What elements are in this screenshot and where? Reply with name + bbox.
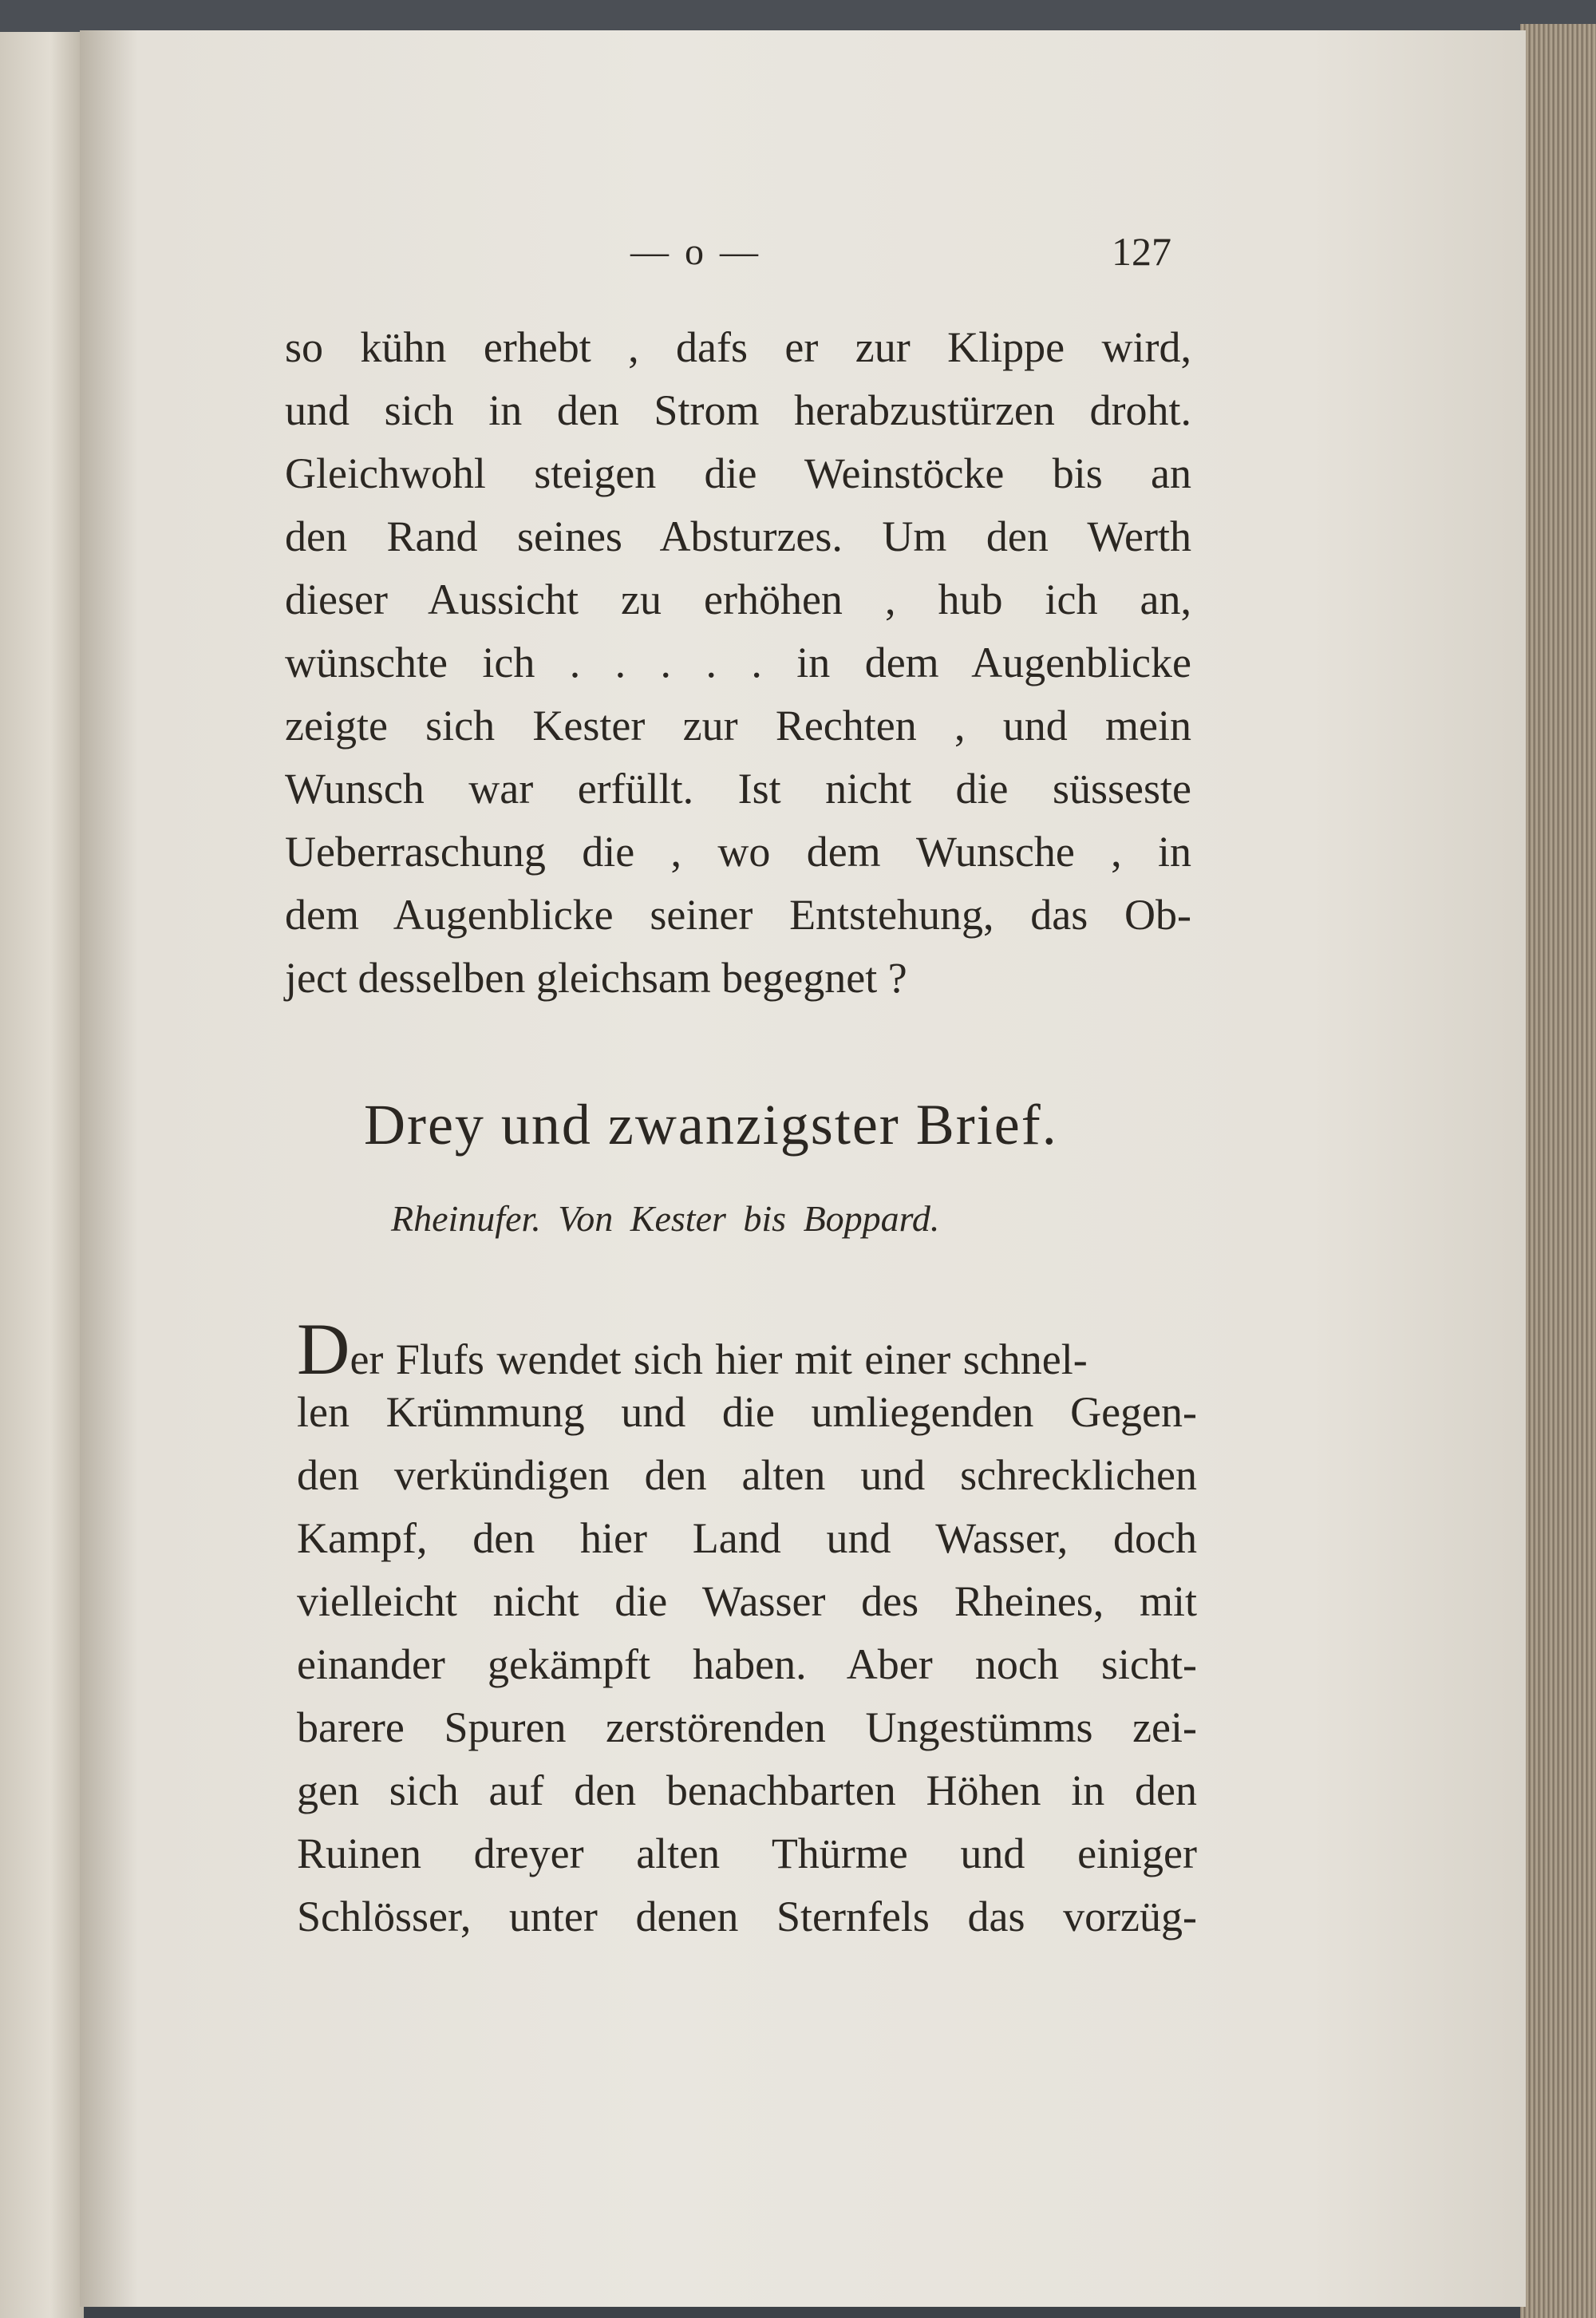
text-line: Gleichwohl steigen die Weinstöcke bis an	[285, 449, 1191, 497]
letter-heading: Drey und zwanzigster Brief.	[364, 1093, 1058, 1157]
book-page	[80, 30, 1526, 2307]
text-line: einander gekämpft haben. Aber noch sicht-	[297, 1640, 1197, 1688]
text-line: ject desselben gleichsam begegnet ?	[285, 954, 907, 1002]
letter-subheading: Rheinufer. Von Kester bis Boppard.	[391, 1198, 940, 1239]
drop-cap: D	[297, 1308, 350, 1390]
text-line: Ruinen dreyer alten Thürme und einiger	[297, 1829, 1197, 1877]
text-line: zeigte sich Kester zur Rechten , und mein	[285, 702, 1191, 750]
text-line: len Krümmung und die umliegenden Gegen-	[297, 1388, 1197, 1436]
page-stack-edge	[1520, 24, 1596, 2318]
text-line: dieser Aussicht zu erhöhen , hub ich an,	[285, 576, 1191, 623]
text-line: dem Augenblicke seiner Entstehung, das Ob-	[285, 891, 1191, 939]
text-line: barere Spuren zerstörenden Ungestümms zei-	[297, 1703, 1197, 1751]
text-line: den verkündigen den alten und schrecklichen	[297, 1451, 1197, 1499]
text-line: Wunsch war erfüllt. Ist nicht die süsseste	[285, 765, 1191, 813]
text-line: den Rand seines Absturzes. Um den Werth	[285, 512, 1191, 560]
text-line: so kühn erhebt , dafs er zur Klippe wird,	[285, 323, 1191, 371]
text-line: Schlösser, unter denen Sternfels das vorzüg-	[297, 1893, 1197, 1940]
text-line	[297, 1308, 1197, 1390]
scan-background	[0, 0, 1596, 32]
text-line: Kampf, den hier Land und Wasser, doch	[297, 1514, 1197, 1562]
text-line: und sich in den Strom herabzustürzen droht.	[285, 386, 1191, 434]
running-head: — o —	[630, 231, 761, 273]
text-line: wünschte ich . . . . . in dem Augenblicke	[285, 639, 1191, 686]
text-line: Ueberraschung die , wo dem Wunsche , in	[285, 828, 1191, 876]
page-number: 127	[1112, 229, 1171, 274]
text-line: gen sich auf den benachbarten Höhen in den	[297, 1766, 1197, 1814]
text-line-rest: er Flufs wendet sich hier mit einer schnel-	[350, 1335, 1088, 1383]
text-line: vielleicht nicht die Wasser des Rheines, mit	[297, 1577, 1197, 1625]
facing-page-edge	[0, 32, 84, 2318]
